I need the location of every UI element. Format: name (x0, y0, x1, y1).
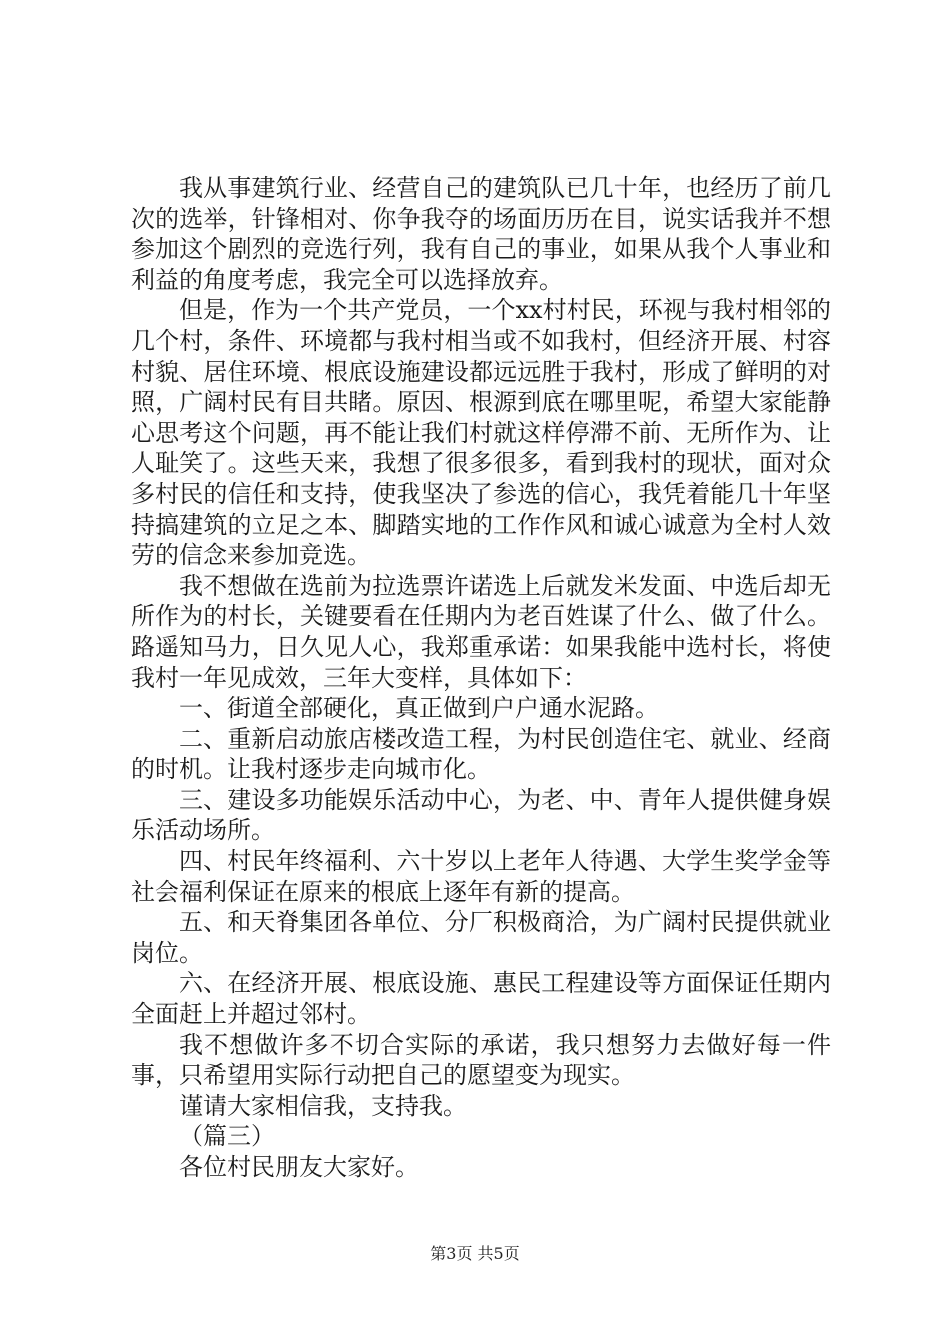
list-item: 二、重新启动旅店楼改造工程，为村民创造住宅、就业、经商的时机。让我村逐步走向城市化。 (131, 724, 831, 784)
list-item: 五、和天脊集团各单位、分厂积极商洽，为广阔村民提供就业岗位。 (131, 908, 831, 967)
list-item: 六、在经济开展、根底设施、惠民工程建设等方面保证任期内全面赶上并超过邻村。 (131, 969, 831, 1029)
paragraph: 我不想做许多不切合实际的承诺，我只想努力去做好每一件事，只希望用实际行动把自己的愿望变为现实。 (131, 1030, 831, 1090)
list-item: 一、街道全部硬化，真正做到户户通水泥路。 (179, 694, 659, 723)
document-body (131, 173, 831, 1183)
paragraph: 我从事建筑行业、经营自己的建筑队已几十年，也经历了前几次的选举，针锋相对、你争我夺的场面历历在目，说实话我并不想参加这个剧烈的竞选行列，我有自己的事业，如果从我个人事业和利益的角度考虑，我完全可以选择放弃。 (131, 174, 831, 294)
page-number: 第3页 共5页 (430, 1244, 520, 1263)
list-item: 三、建设多功能娱乐活动中心，为老、中、青年人提供健身娱乐活动场所。 (131, 785, 831, 845)
section-heading: （篇三） (179, 1122, 275, 1151)
paragraph: 谨请大家相信我，支持我。 (179, 1091, 467, 1120)
paragraph: 我不想做在选前为拉选票许诺选上后就发米发面、中选后却无所作为的村长，关键要看在任期内为老百姓谋了什么、做了什么。路遥知马力，日久见人心，我郑重承诺：如果我能中选村长，将使我村一年见成效，三年大变样，具体如下： (131, 571, 831, 692)
paragraph: 各位村民朋友大家好。 (179, 1153, 419, 1181)
list-item: 四、村民年终福利、六十岁以上老年人待遇、大学生奖学金等社会福利保证在原来的根底上逐年有新的提高。 (131, 847, 831, 906)
paragraph: 但是，作为一个共产党员，一个xx村村民，环视与我村相邻的几个村，条件、环境都与我村相当或不如我村，但经济开展、村容村貌、居住环境、根底设施建设都远远胜于我村，形成了鲜明的对照，广阔村民有目共睹。原因、根源到底在哪里呢，希望大家能静心思考这个问题，再不能让我们村就这样停滞不前、无所作为、让人耻笑了。这些天来，我想了很多很多，看到我村的现状，面对众多村民的信任和支持，使我坚决了参选的信心，我凭着能几十年坚持搞建筑的立足之本、脚踏实地的工作作风和诚心诚意为全村人效劳的信念来参加竞选。 (131, 296, 831, 570)
